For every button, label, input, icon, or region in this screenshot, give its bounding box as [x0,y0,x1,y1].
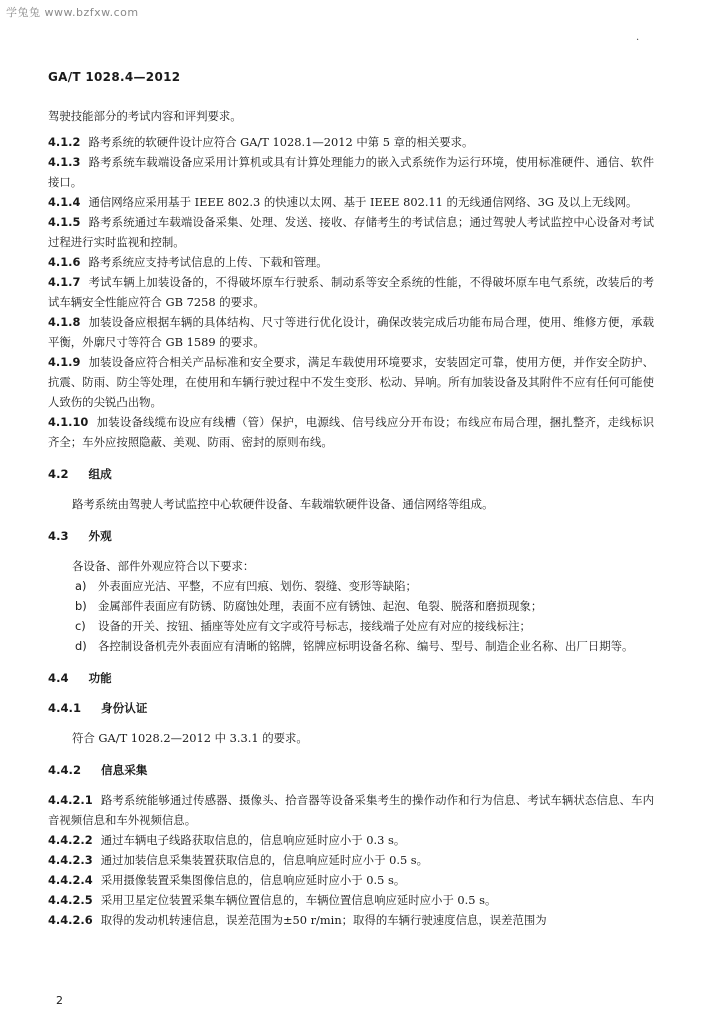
clause-number: 4.1.8 [48,315,81,329]
clause-number: 4.4.2.2 [48,833,93,847]
clause-text: 路考系统能够通过传感器、摄像头、拾音器等设备采集考生的操作动作和行为信息、考试车辆状态信息、车内音视频信息和车外视频信息。 [48,793,654,827]
section-body: 符合 GA/T 1028.2—2012 中 3.3.1 的要求。 [72,731,308,745]
section-heading-4-4-2 [48,760,654,780]
clause [48,790,654,830]
clause [48,910,654,930]
clause-number: 4.1.5 [48,215,81,229]
section-number: 4.4.1 [48,701,82,715]
clause [48,132,654,152]
clause [48,890,654,910]
list-text: 设备的开关、按钮、插座等处应有文字或符号标志，接线端子处应有对应的接线标注； [98,619,531,633]
section-number: 4.3 [48,529,69,543]
list-marker: b) [75,599,87,613]
clause-number: 4.1.10 [48,415,89,429]
clauses-4-4-2 [48,790,654,930]
list-item [48,616,654,636]
clause-number: 4.1.6 [48,255,81,269]
document-code-header: GA/T 1028.4—2012 [48,70,181,84]
list-text: 外表面应光洁、平整，不应有凹痕、划伤、裂缝、变形等缺陷； [98,579,417,593]
clause [48,412,654,452]
clause-text: 通过加装信息采集装置获取信息的，信息响应延时应小于 0.5 s。 [100,853,429,867]
clause-text: 采用摄像装置采集图像信息的，信息响应延时应小于 0.5 s。 [100,873,406,887]
appearance-list [48,576,654,656]
clause-text: 加装设备应符合相关产品标准和安全要求，满足车载使用环境要求，安装固定可靠，使用方便，并作安全防护、抗震、防雨、防尘等处理，在使用和车辆行驶过程中不发生变形、松动、异响。所有加装设备及其附件不应有任何可能使人致伤的尖锐凸出物。 [48,355,654,409]
clause-text: 路考系统应支持考试信息的上传、下载和管理。 [88,255,328,269]
section-title: 功能 [88,671,112,685]
clause-text: 采用卫星定位装置采集车辆位置信息的，车辆位置信息响应延时应小于 0.5 s。 [100,893,497,907]
clause-number: 4.1.3 [48,155,81,169]
clause-text: 加装设备应根据车辆的具体结构、尺寸等进行优化设计，确保改装完成后功能布局合理，使用、维修方便，承载平衡，外廓尺寸等符合 GB 1589 的要求。 [48,315,654,349]
section-number: 4.2 [48,467,69,481]
clause-text: 通过车辆电子线路获取信息的，信息响应延时应小于 0.3 s。 [100,833,406,847]
clause-number: 4.4.2.3 [48,853,93,867]
clause-number: 4.4.2.4 [48,873,93,887]
watermark: 学兔兔 www.bzfxw.com [6,6,139,19]
list-text: 金属部件表面应有防锈、防腐蚀处理，表面不应有锈蚀、起泡、龟裂、脱落和磨损现象； [98,599,543,613]
document-body [48,106,654,930]
clause-text: 加装设备线缆布设应有线槽（管）保护，电源线、信号线应分开布设；布线应布局合理，捆扎整齐，走线标识齐全；车外应按照隐蔽、美观、防雨、密封的原则布线。 [48,415,654,449]
list-marker: a) [75,579,87,593]
clause-text: 通信网络应采用基于 IEEE 802.3 的快速以太网、基于 IEEE 802.11 的无线通信网络、3G 及以上无线网。 [88,195,638,209]
clause-number: 4.1.7 [48,275,81,289]
clause-text: 取得的发动机转速信息，误差范围为±50 r/min；取得的车辆行驶速度信息，误差范围为 [100,913,547,927]
clause-number: 4.1.2 [48,135,81,149]
clause-text: 考试车辆上加装设备的，不得破坏原车行驶系、制动系等安全系统的性能，不得破坏原车电气系统，改装后的考试车辆安全性能应符合 GB 7258 的要求。 [48,275,654,309]
clause [48,252,654,272]
clause-number: 4.4.2.5 [48,893,93,907]
clause-number: 4.4.2.1 [48,793,93,807]
clause [48,352,654,412]
clause [48,312,654,352]
section-body: 路考系统由驾驶人考试监控中心软硬件设备、车载端软硬件设备、通信网络等组成。 [72,497,494,511]
section-heading-4-2 [48,464,654,484]
clause [48,212,654,252]
clause-text: 路考系统通过车载端设备采集、处理、发送、接收、存储考生的考试信息；通过驾驶人考试监控中心设备对考试过程进行实时监视和控制。 [48,215,654,249]
list-item [48,596,654,616]
section-intro: 各设备、部件外观应符合以下要求： [72,559,255,573]
section-heading-4-4 [48,668,654,688]
clause-text: 路考系统的软硬件设计应符合 GA/T 1028.1—2012 中第 5 章的相关要求。 [88,135,474,149]
list-marker: c) [75,619,86,633]
clause [48,870,654,890]
page-number: 2 [56,994,63,1007]
section-title: 身份认证 [101,701,148,715]
corner-mark: . [636,32,640,43]
clause-text: 路考系统车载端设备应采用计算机或具有计算处理能力的嵌入式系统作为运行环境，使用标准硬件、通信、软件接口。 [48,155,654,189]
list-item [48,576,654,596]
section-heading-4-4-1 [48,698,654,718]
clause [48,850,654,870]
clause [48,152,654,192]
section-title: 组成 [88,467,112,481]
clause [48,192,654,212]
clause-number: 4.1.4 [48,195,81,209]
section-title: 外观 [88,529,112,543]
section-number: 4.4 [48,671,69,685]
list-marker: d) [75,639,87,653]
continuation-paragraph: 驾驶技能部分的考试内容和评判要求。 [48,109,242,123]
clauses-4-1 [48,132,654,452]
section-number: 4.4.2 [48,763,82,777]
section-title: 信息采集 [101,763,148,777]
clause [48,272,654,312]
clause [48,830,654,850]
list-item [48,636,654,656]
clause-number: 4.4.2.6 [48,913,93,927]
list-text: 各控制设备机壳外表面应有清晰的铭牌，铭牌应标明设备名称、编号、型号、制造企业名称、出厂日期等。 [98,639,634,653]
section-heading-4-3 [48,526,654,546]
clause-number: 4.1.9 [48,355,81,369]
